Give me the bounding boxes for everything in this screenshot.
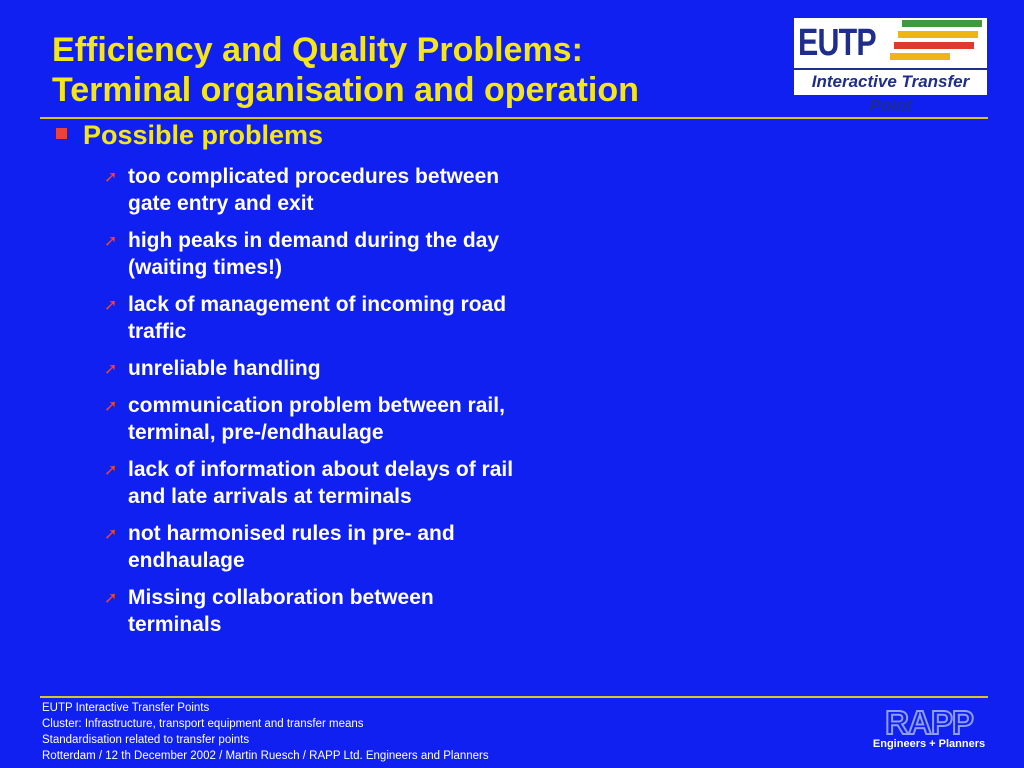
list-item xyxy=(104,392,524,446)
list-item xyxy=(104,291,524,345)
footer-divider xyxy=(40,696,988,698)
eutp-logo xyxy=(793,17,988,115)
slide-title-line2: Terminal organisation and operation xyxy=(52,71,639,109)
list-item xyxy=(104,227,524,281)
arrow-bullet-icon: ➚ xyxy=(104,526,118,543)
logo-wordmark: EUTP xyxy=(798,22,876,64)
list-item-text: lack of information about delays of rail and late arrivals at terminals xyxy=(128,458,514,508)
footer-line: Rotterdam / 12 th December 2002 / Martin Ruesch / RAPP Ltd. Engineers and Planners xyxy=(42,750,489,762)
list-item-text: unreliable handling xyxy=(128,357,321,380)
footer-line: Standardisation related to transfer points xyxy=(42,734,250,746)
list-item-text: communication problem between rail, terminal, pre-/endhaulage xyxy=(128,394,505,444)
list-item xyxy=(104,355,524,382)
rapp-tagline: Engineers + Planners xyxy=(872,738,986,750)
rapp-wordmark: RAPP xyxy=(885,704,973,741)
logo-stripe-yellow-short xyxy=(890,53,950,60)
list-item-text: Missing collaboration between terminals xyxy=(128,586,434,636)
arrow-bullet-icon: ➚ xyxy=(104,233,118,250)
list-item xyxy=(104,584,524,638)
slide-title-line1: Efficiency and Quality Problems: xyxy=(52,31,583,69)
arrow-bullet-icon: ➚ xyxy=(104,361,118,378)
logo-subtitle: Interactive Transfer Point xyxy=(794,68,987,94)
list-item xyxy=(104,456,524,510)
list-item-text: too complicated procedures between gate entry and exit xyxy=(128,165,500,215)
logo-stripe-yellow xyxy=(898,31,978,38)
problem-list xyxy=(104,163,524,648)
list-item xyxy=(104,163,524,217)
slide-title xyxy=(52,30,772,110)
arrow-bullet-icon: ➚ xyxy=(104,590,118,607)
list-item-text: lack of management of incoming road traffic xyxy=(128,293,507,343)
section-heading xyxy=(56,120,323,150)
arrow-bullet-icon: ➚ xyxy=(104,297,118,314)
logo-stripe-red xyxy=(894,42,974,49)
footer-line: EUTP Interactive Transfer Points xyxy=(42,702,210,714)
footer-line: Cluster: Infrastructure, transport equipment and transfer means xyxy=(42,718,364,730)
section-heading-text: Possible problems xyxy=(83,120,324,150)
logo-stripe-green xyxy=(902,20,982,27)
header-divider xyxy=(40,117,988,119)
footer-text xyxy=(42,700,489,764)
list-item xyxy=(104,520,524,574)
arrow-bullet-icon: ➚ xyxy=(104,398,118,415)
list-item-text: high peaks in demand during the day (waiting times!) xyxy=(128,229,500,279)
list-item-text: not harmonised rules in pre- and endhaulage xyxy=(128,522,455,572)
square-bullet-icon xyxy=(56,128,67,139)
rapp-logo xyxy=(868,706,990,750)
arrow-bullet-icon: ➚ xyxy=(104,462,118,479)
arrow-bullet-icon: ➚ xyxy=(104,169,118,186)
